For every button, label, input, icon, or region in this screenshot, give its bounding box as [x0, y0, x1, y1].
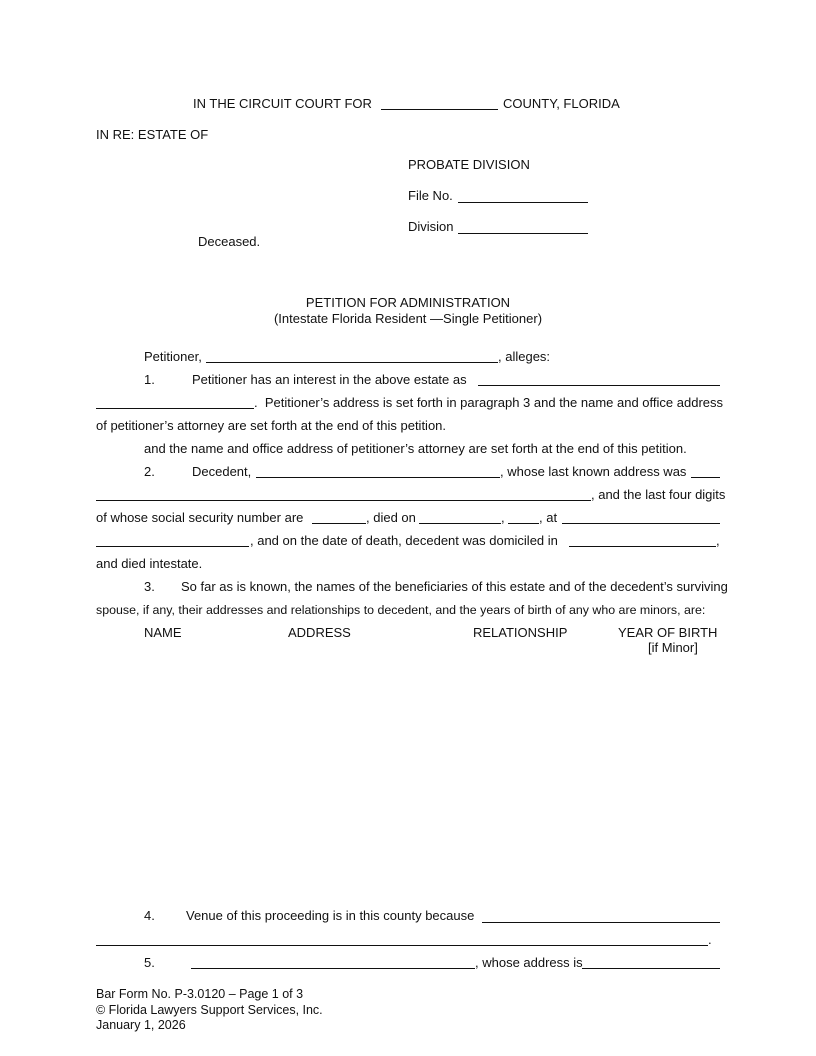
- ssn-label: of whose social security number are: [96, 510, 304, 525]
- para1-text: Petitioner has an interest in the above estate as: [192, 372, 467, 387]
- venue-period: .: [708, 932, 712, 947]
- court-suffix: COUNTY, FLORIDA: [503, 96, 620, 111]
- decedent-name-blank[interactable]: [256, 477, 500, 478]
- file-no-label: File No.: [408, 188, 453, 203]
- petition-title: PETITION FOR ADMINISTRATION: [305, 295, 511, 310]
- death-date-blank[interactable]: [419, 523, 501, 524]
- footer-date: January 1, 2026: [96, 1018, 186, 1032]
- footer-form-number: Bar Form No. P-3.0120 – Page 1 of 3: [96, 987, 304, 1001]
- interest-blank[interactable]: [478, 385, 720, 386]
- para5-number: 5.: [144, 955, 155, 970]
- last-four-label: , and the last four digits: [591, 487, 726, 502]
- county-blank[interactable]: [381, 109, 498, 110]
- para1-line3: of petitioner’s attorney are set forth at the end of this petition.: [96, 418, 447, 433]
- decedent-label: Decedent,: [192, 464, 252, 479]
- venue-text: Venue of this proceeding is in this county because: [186, 908, 475, 923]
- para3-line1: So far as is known, the names of the beneficiaries of this estate and of the decedent’s surviving: [181, 579, 728, 594]
- header-address: ADDRESS: [288, 625, 351, 640]
- court-prefix: IN THE CIRCUIT COURT FOR: [193, 96, 372, 111]
- para1-line4: and the name and office address of petitioner’s attorney are set forth at the end of this petition.: [144, 441, 687, 456]
- petition-subtitle: (Intestate Florida Resident —Single Petitioner): [273, 311, 543, 326]
- date-comma: ,: [501, 510, 505, 525]
- death-year-blank[interactable]: [508, 523, 539, 524]
- para5-address-label: , whose address is: [475, 955, 583, 970]
- at-label: , at: [539, 510, 558, 525]
- header-if-minor: [if Minor]: [648, 640, 698, 655]
- division-blank[interactable]: [458, 233, 588, 234]
- domicile-blank[interactable]: [569, 546, 716, 547]
- header-relationship: RELATIONSHIP: [473, 625, 568, 640]
- deceased-label: Deceased.: [198, 234, 261, 249]
- alleges-label: , alleges:: [498, 349, 551, 364]
- ssn-blank[interactable]: [312, 523, 366, 524]
- death-place-blank-cont[interactable]: [96, 546, 249, 547]
- header-name: NAME: [144, 625, 182, 640]
- last-address-blank[interactable]: [691, 477, 720, 478]
- para1-line2: . Petitioner’s address is set forth in paragraph 3 and the name and office address: [254, 395, 724, 410]
- footer-copyright: © Florida Lawyers Support Services, Inc.: [96, 1003, 323, 1017]
- died-on-label: , died on: [366, 510, 416, 525]
- petitioner-name-blank[interactable]: [206, 362, 498, 363]
- in-re-estate: IN RE: ESTATE OF: [96, 127, 209, 142]
- death-place-blank[interactable]: [562, 523, 720, 524]
- division-label: Division: [408, 219, 454, 234]
- para5-address-blank[interactable]: [582, 968, 720, 969]
- para1-number: 1.: [144, 372, 155, 387]
- domiciled-label: , and on the date of death, decedent was domiciled in: [250, 533, 558, 548]
- probate-division: PROBATE DIVISION: [408, 157, 530, 172]
- para4-number: 4.: [144, 908, 155, 923]
- header-year-of-birth: YEAR OF BIRTH: [618, 625, 718, 640]
- petitioner-label: Petitioner,: [144, 349, 202, 364]
- para3-line2: spouse, if any, their addresses and relationships to decedent, and the years of birth of any who are minors, are:: [96, 603, 706, 617]
- interest-blank-cont[interactable]: [96, 408, 254, 409]
- last-address-blank-cont[interactable]: [96, 500, 591, 501]
- last-address-label: , whose last known address was: [500, 464, 687, 479]
- domicile-comma: ,: [716, 533, 720, 548]
- file-no-blank[interactable]: [458, 202, 588, 203]
- venue-blank[interactable]: [482, 922, 720, 923]
- para3-number: 3.: [144, 579, 155, 594]
- died-intestate: and died intestate.: [96, 556, 203, 571]
- para5-name-blank[interactable]: [191, 968, 475, 969]
- venue-blank-cont[interactable]: [96, 945, 708, 946]
- para2-number: 2.: [144, 464, 155, 479]
